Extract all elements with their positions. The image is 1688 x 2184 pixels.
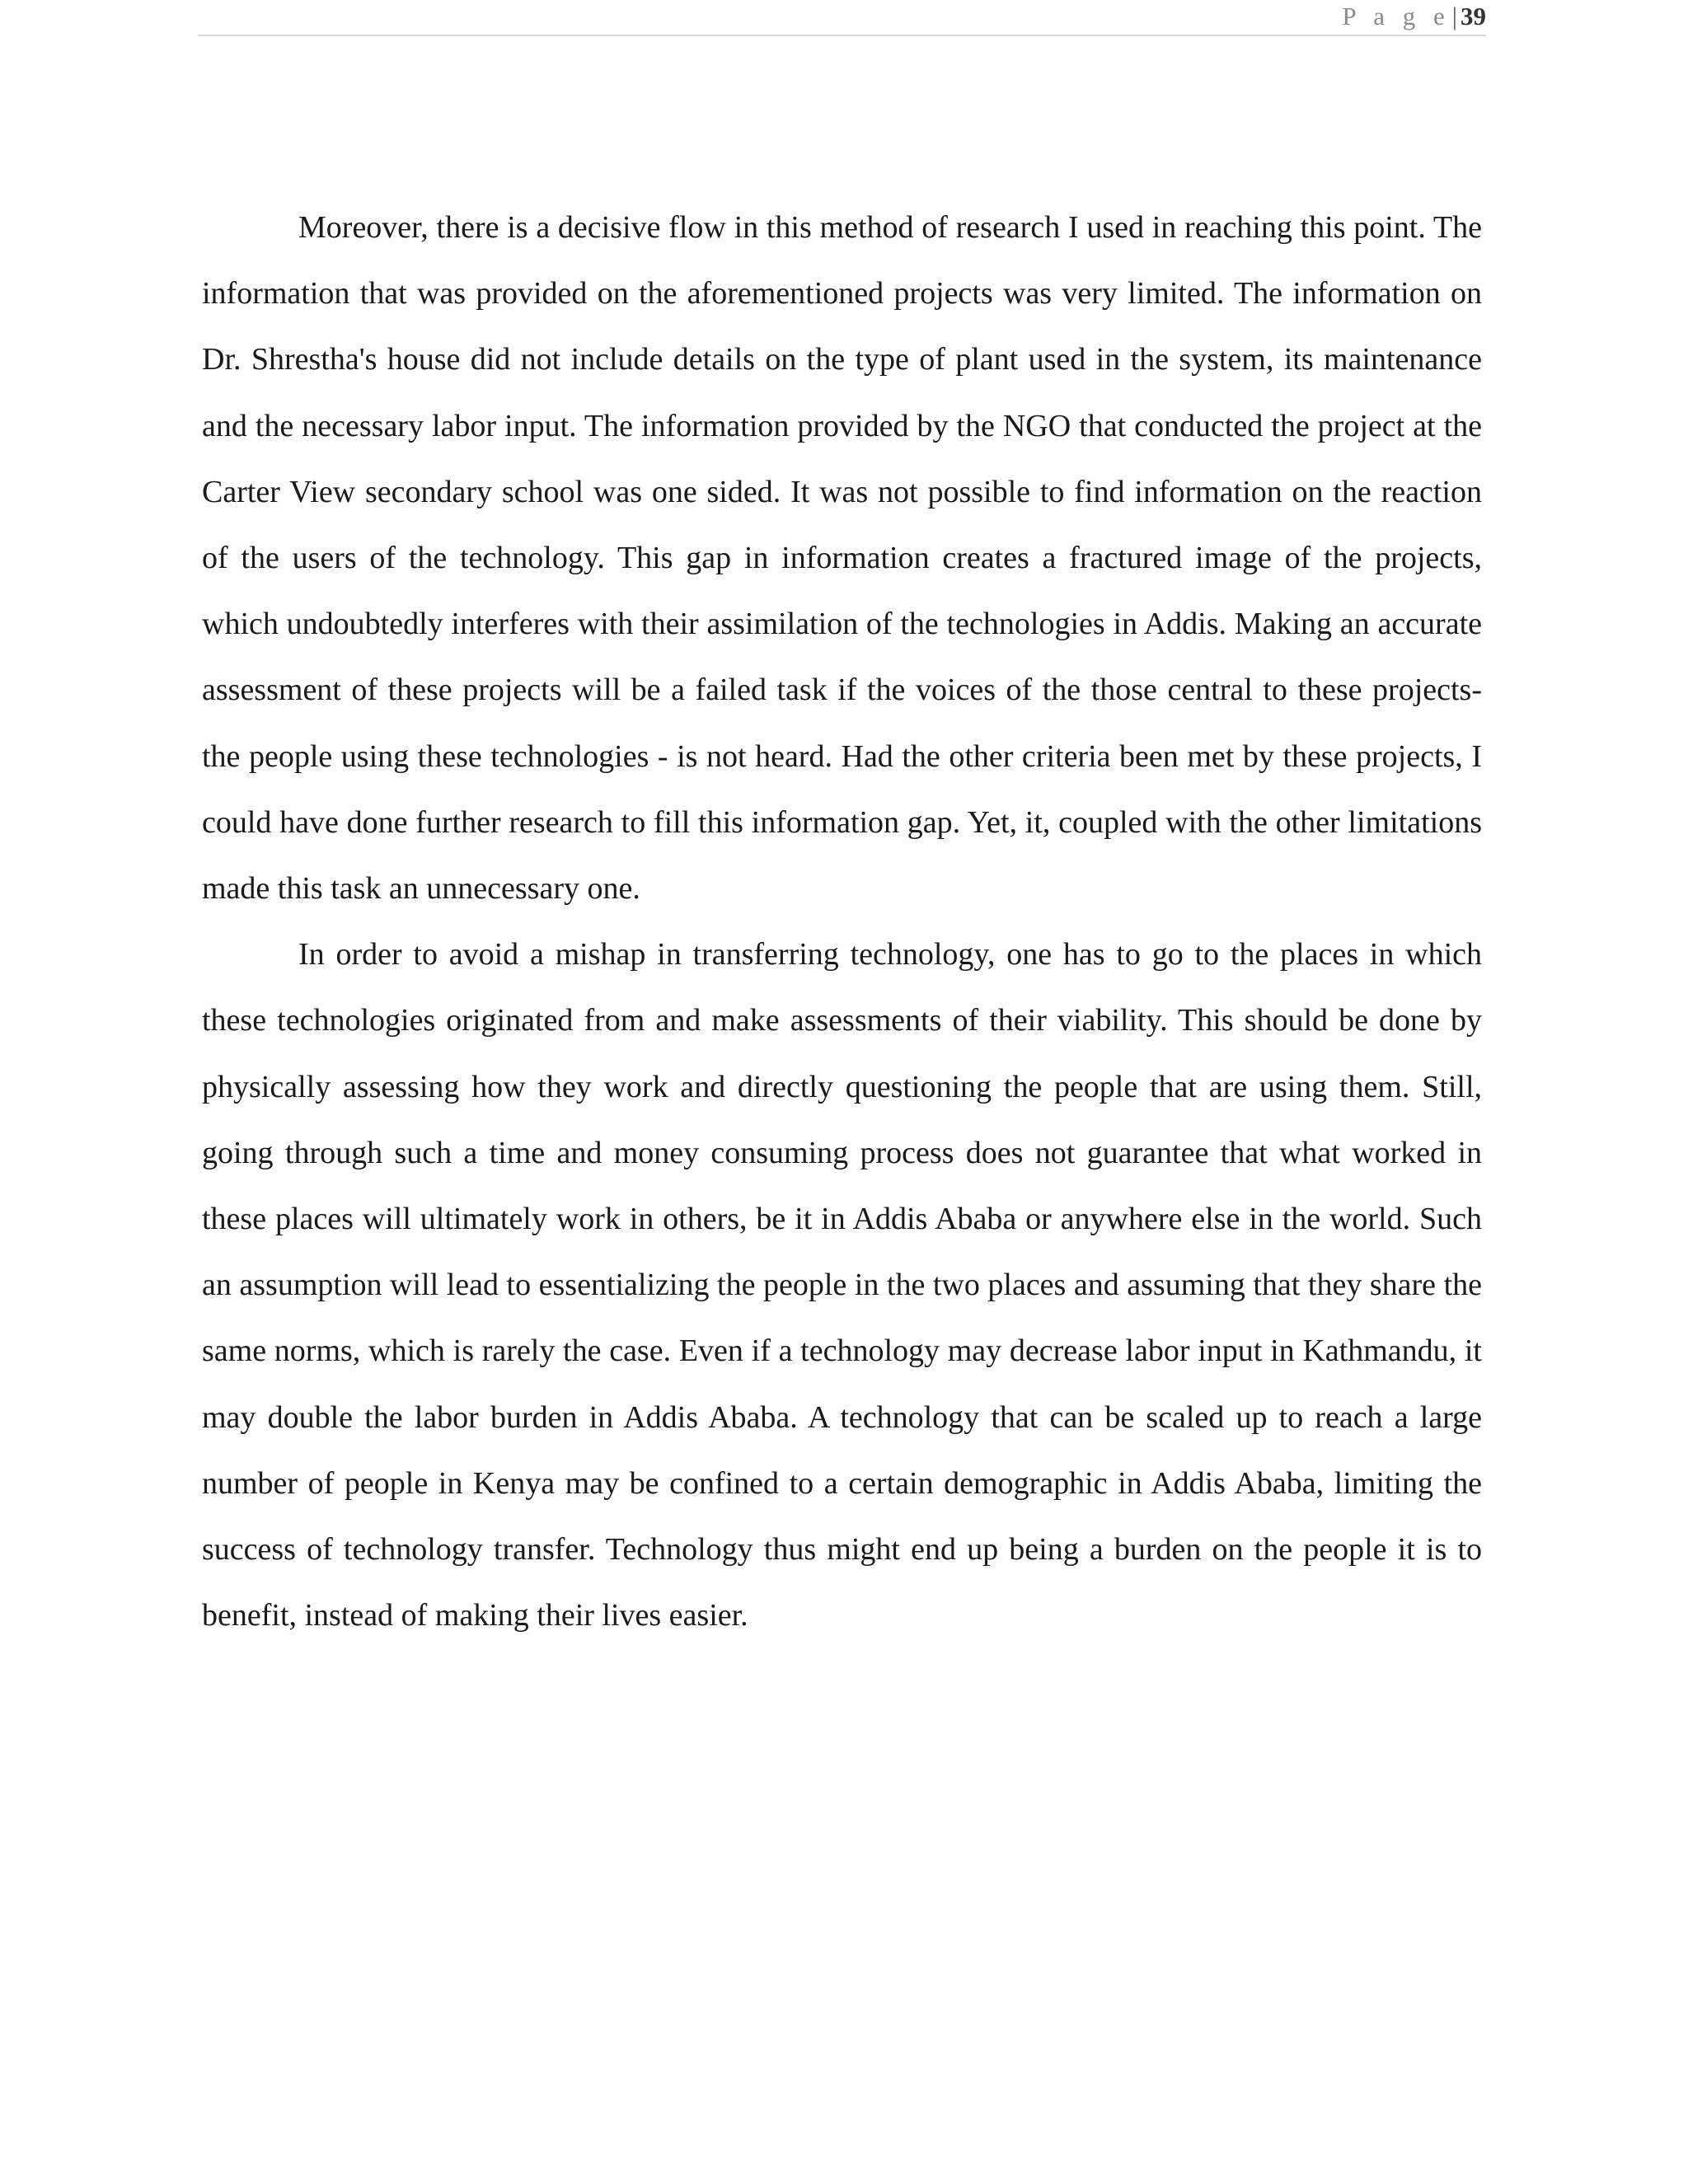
page-header: [198, 0, 1486, 36]
page-number-label: [1342, 2, 1486, 31]
paragraph-technology-transfer: In order to avoid a mishap in transferring technology, one has to go to the places in which these technologies originated from and make assessments of their viability. This should be done by physically assessing how they work and directly questioning the people that are using them. Still, going through such a time and money consuming process does not guarantee that what worked in these places will ultimately work in others, be it in Addis Ababa or anywhere else in the world. Such an assumption will lead to essentializing the people in the two places and assuming that they share the same norms, which is rarely the case. Even if a technology may decrease labor input in Kathmandu, it may double the labor burden in Addis Ababa. A technology that can be scaled up to reach a large number of people in Kenya may be confined to a certain demographic in Addis Ababa, limiting the success of technology transfer. Technology thus might end up being a burden on the people it is to benefit, instead of making their lives easier.: [202, 937, 1482, 1633]
document-body: [202, 194, 1482, 1648]
page-word: P a g e: [1342, 2, 1451, 30]
page-number: 39: [1461, 2, 1486, 30]
page-separator: |: [1451, 2, 1457, 30]
paragraph-research-limitations: Moreover, there is a decisive flow in this method of research I used in reaching this point. The information that was provided on the aforementioned projects was very limited. The information on Dr. Shrestha's house did not include details on the type of plant used in the system, its maintenance and the necessary labor input. The information provided by the NGO that conducted the project at the Carter View secondary school was one sided. It was not possible to find information on the reaction of the users of the technology. This gap in information creates a fractured image of the projects, which undoubtedly interferes with their assimilation of the technologies in Addis. Making an accurate assessment of these projects will be a failed task if the voices of the those central to these projects- the people using these technologies - is not heard. Had the other criteria been met by these projects, I could have done further research to fill this information gap. Yet, it, coupled with the other limitations made this task an unnecessary one.: [202, 210, 1482, 907]
